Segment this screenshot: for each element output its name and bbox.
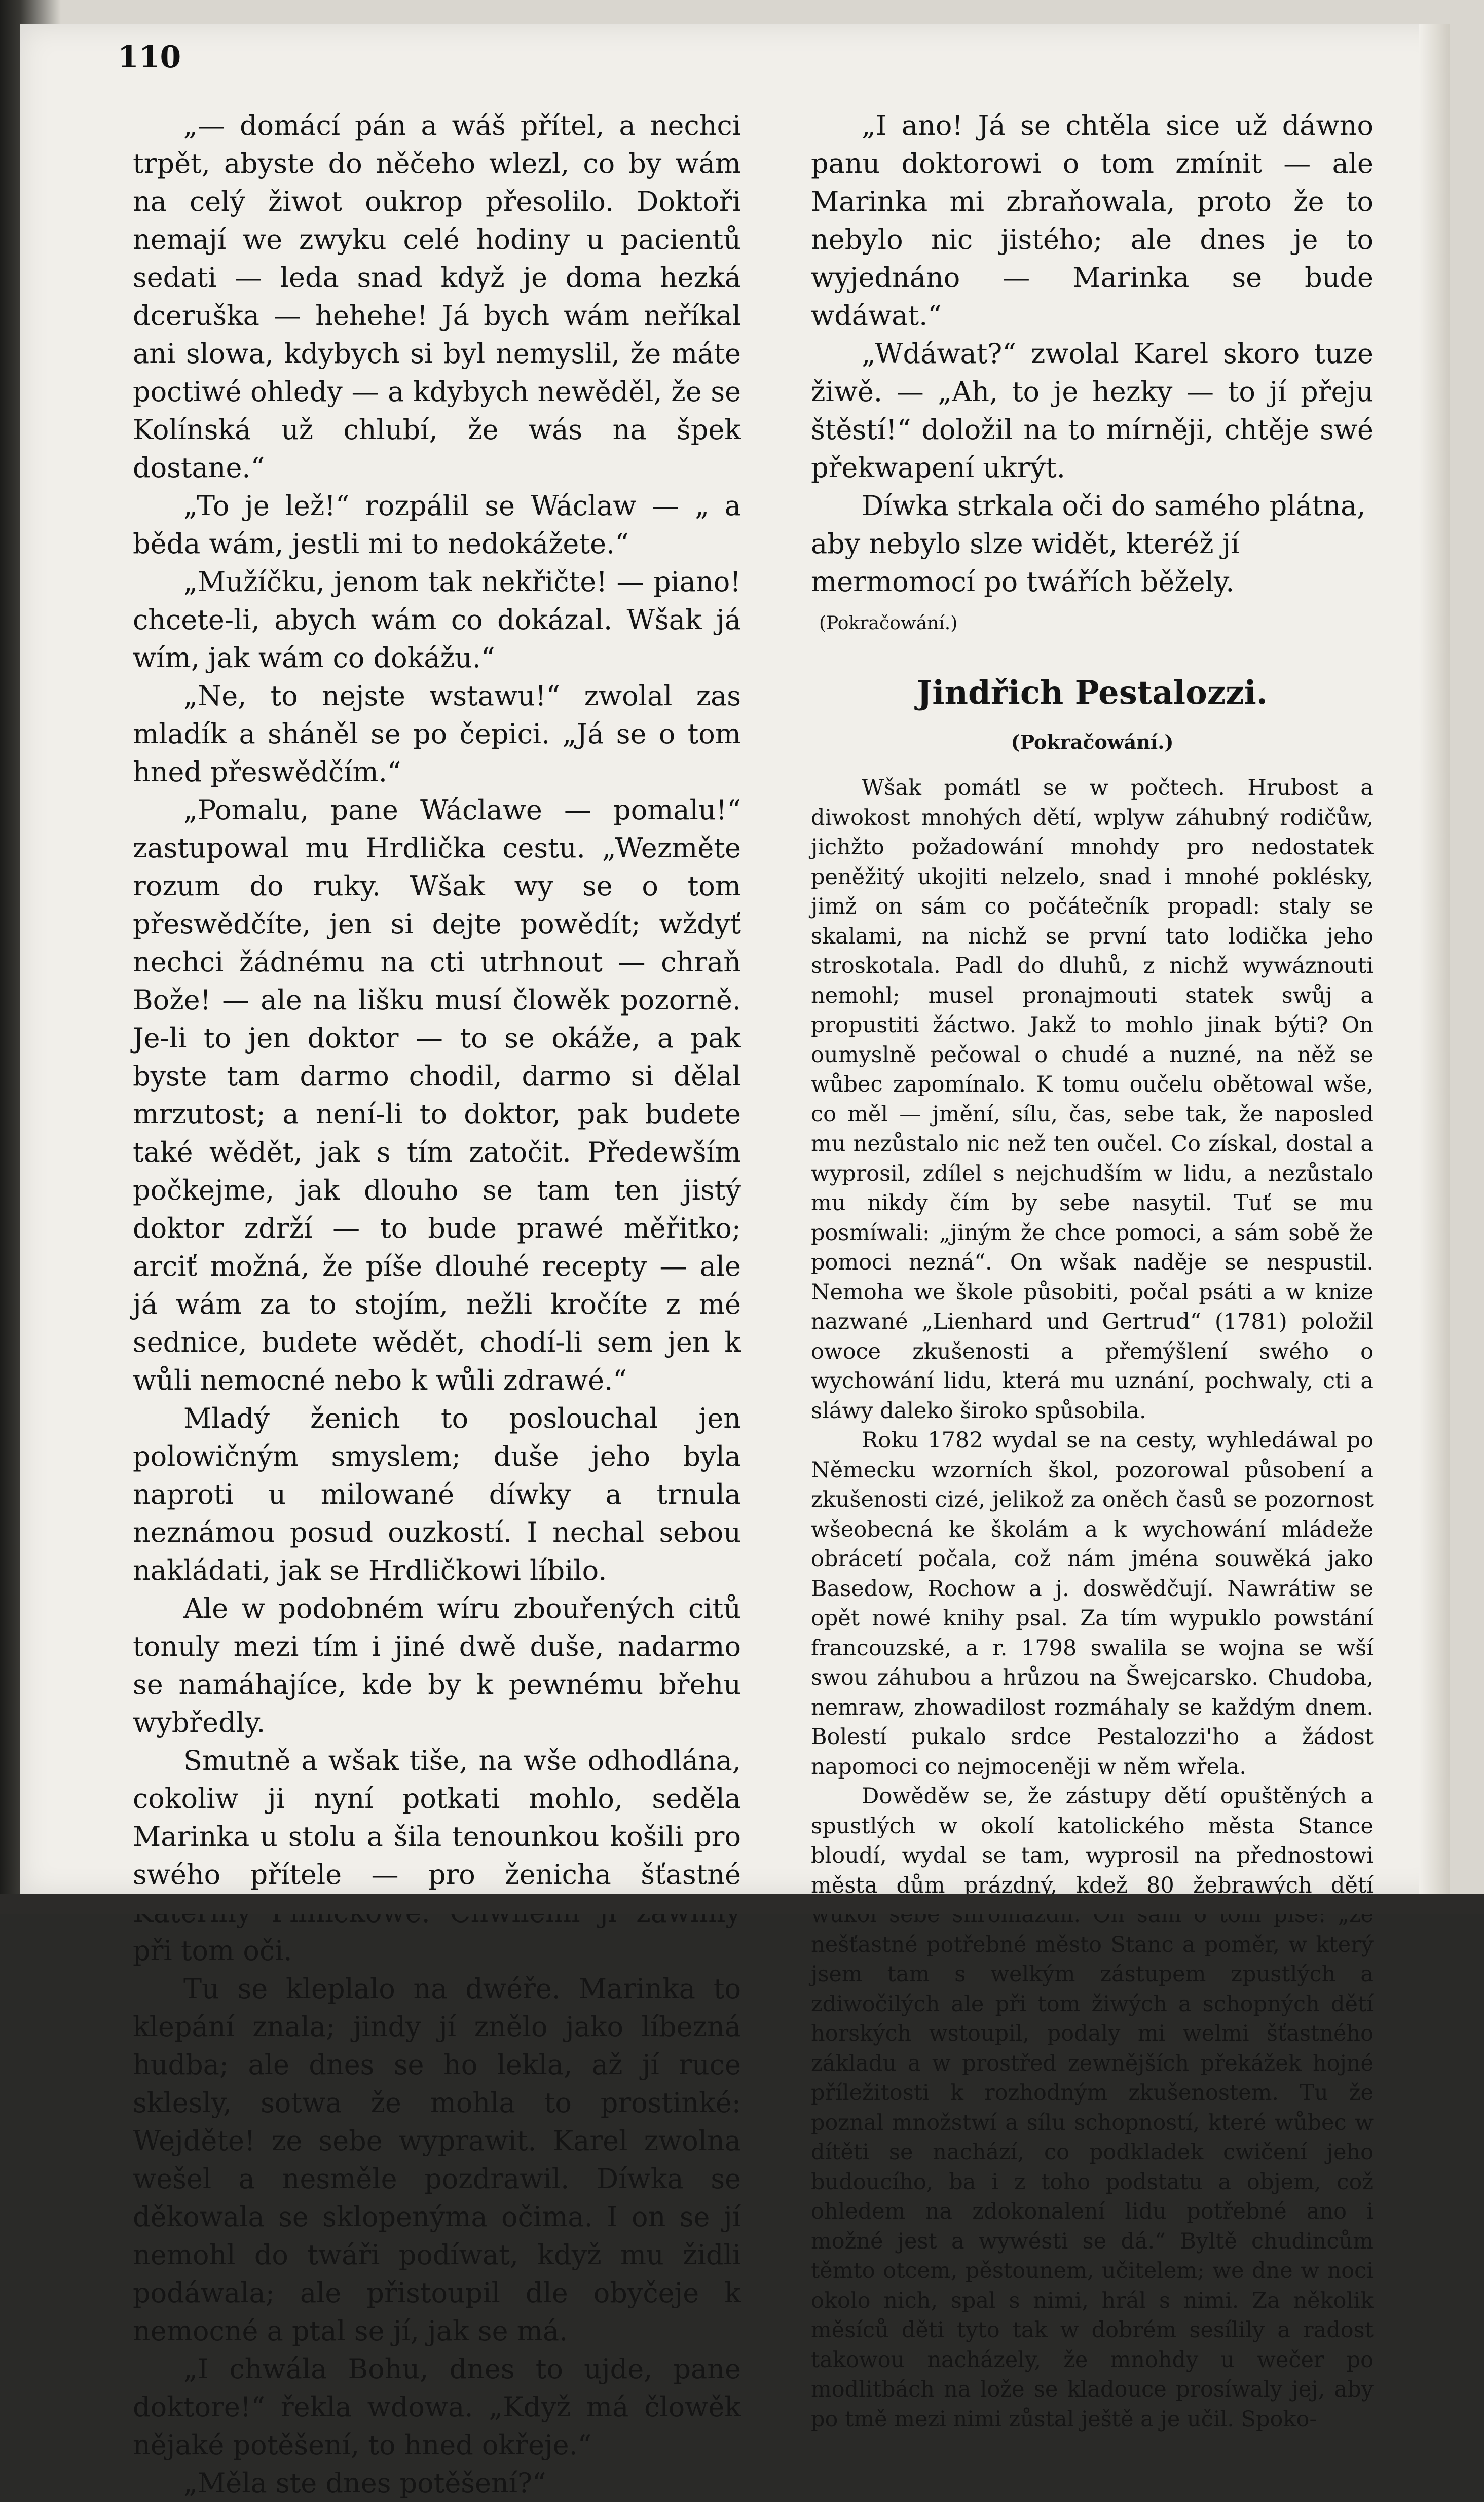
left-paragraph: Mladý ženich to poslouchal jen polowičným smyslem; duše jeho byla naproti u milowané díwky a trnula neznámou posud ouzkostí. I nechal sebou nakládati, jak se Hrdličkowi líbilo. — [133, 1399, 741, 1589]
article-paragraph: Wšak pomátl se w počtech. Hrubost a diwokost mnohých dětí, wplyw záhubný rodičůw, jichžto požadowání mnohdy pro nedostatek peněžitý ukojiti nelzelo, snad i mnohé poklésky, jimž on sám co počátečník propadl: staly se skalami, na nichž se první tato lodička jeho stroskotala. Padl do dluhů, z nichž wywáznouti nemohl; musel pronajmouti statek swůj a propustiti žáctwo. Jakž to mohlo jinak býti? On oumyslně pečowal o chudé a nuzné, na něž se wůbec zapomínalo. K tomu oučelu obětowal wše, co měl — jmění, sílu, čas, sebe tak, že naposled mu nezůstalo nic než ten oučel. Co získal, dostal a wyprosil, zdílel s nejchudším w lidu, a nezůstalo mu nikdy čím by sebe nasytil. Tuť se mu posmíwali: „jiným že chce pomoci, a sám sobě že pomoci nezná“. On wšak naděje se nespustil. Nemoha we škole působiti, počal psáti a w knize nazwané „Lienhard und Gertrud“ (1781) položil owoce zkušenosti a přemýšlení swého o wychowání lidu, která mu uznání, pochwaly, cti a sláwy daleko široko spůsobila. — [811, 773, 1374, 1426]
page-edge — [1419, 24, 1450, 1895]
left-paragraph: „Ne, to nejste wstawu!“ zwolal zas mladík a sháněl se po čepici. „Já se o tom hned přeswědčím.“ — [133, 677, 741, 791]
continuation-note: (Pokračowání.) — [819, 613, 957, 634]
left-paragraph: „Pomalu, pane Wáclawe — pomalu!“ zastupowal mu Hrdlička cestu. „Wezměte rozum do ruky. Wšak wy se o tom přeswědčíte, jen si dejte powědít; wždyť nechci žádnému na cti utrhnout — chraň Bože! — ale na lišku musí člowěk pozorně. Je-li to jen doktor — to se okáže, a pak byste tam darmo chodil, darmo si dělal mrzutost; a není-li to doktor, pak budete také wědět, jak s tím zatočit. Předewším počkejme, jak dlouho se tam ten jistý doktor zdrží — to bude prawé měřitko; arciť možná, že píše dlouhé recepty — ale já wám za to stojím, nežli kročíte z mé sednice, budete wědět, chodí-li sem jen k wůli nemocné nebo k wůli zdrawé.“ — [133, 791, 741, 1399]
scan-bottom-edge — [0, 1894, 1484, 1914]
right-column — [811, 106, 1374, 2434]
left-paragraph: „Mužíčku, jenom tak nekřičte! — piano! chcete-li, abych wám co dokázal. Wšak já wím, jak wám co dokážu.“ — [133, 563, 741, 677]
right-paragraph: „I ano! Já se chtěla sice už dáwno panu doktorowi o tom zmínit — ale Marinka mi zbraňowala, proto že to nebylo nic jistého; ale dnes je to wyjednáno — Marinka se bude wdáwat.“ — [811, 106, 1374, 335]
left-paragraph: „To je lež!“ rozpálil se Wáclaw — „ a běda wám, jestli mi to nedokážete.“ — [133, 487, 741, 563]
right-paragraph: „Wdáwat?“ zwolal Karel skoro tuze žiwě. — „Ah, to je hezky — to jí přeju štěstí!“ doložil na to mírněji, chtěje swé překwapení ukrýt. — [811, 335, 1374, 487]
left-column — [133, 106, 741, 2502]
article-body — [811, 773, 1374, 2434]
page-number: 110 — [118, 40, 181, 75]
right-paragraph-with-note — [811, 487, 1374, 642]
left-paragraph: Tu se kleplalo na dwéře. Marinka to klepání znala; jindy jí znělo jako líbezná hudba; ale dnes se ho lekla, až jí ruce sklesly, sotwa že mohla to prostinké: Wejděte! ze sebe wyprawit. Karel zwolna wešel a nesměle pozdrawil. Díwka se děkowala se sklopenýma očima. I on se jí nemohl do twáři podíwat, když mu židli podáwala; ale přistoupil dle obyčeje k nemocné a ptal se jí, jak se má. — [133, 1970, 741, 2350]
article-subtitle: (Pokračowání.) — [811, 723, 1374, 761]
left-paragraph: „— domácí pán a wáš přítel, a nechci trpět, abyste do něčeho wlezl, co by wám na celý žiwot oukrop přesolilo. Doktoři nemají we zwyku celé hodiny u pacientů sedati — leda snad když je doma hezká dceruška — hehehe! Já bych wám neříkal ani slowa, kdybych si byl nemyslil, že máte poctiwé ohledy — a kdybych newěděl, že se Kolínská už chlubí, že wás na špek dostane.“ — [133, 106, 741, 487]
article-title: Jindřich Pestalozzi. — [811, 674, 1374, 712]
left-paragraph: Smutně a wšak tiše, na wše odhodlána, cokoliw ji nyní potkati mohlo, seděla Marinka u stolu a šila tenounkou košili pro swého přítele — pro ženicha šťastné Kateřiny Pilníčkowé. Chwílemi jí zawlhly při tom oči. — [133, 1742, 741, 1970]
left-paragraph: „I chwála Bohu, dnes to ujde, pane doktore!“ řekla wdowa. „Když má člowěk nějaké potěšení, to hned okřeje.“ — [133, 2350, 741, 2464]
article-paragraph: Roku 1782 wydal se na cesty, wyhledáwal po Německu wzorních škol, pozorowal působení a zkušenosti cizé, jelikož za oněch časů se pozornost wšeobecná ke školám a k wychowání mládeže obrácetí počala, což nám jména souwěká jako Basedow, Rochow a j. doswědčují. Nawrátiw se opět nowé knihy psal. Za tím wypuklo powstání francouzské, a r. 1798 swalila se wojna se wší swou záhubou a hrůzou na Šwejcarsko. Chudoba, nemraw, zhowadilost rozmáhaly se každým dnem. Bolestí pukalo srdce Pestalozzi'ho a žádost napomoci co nejmoceněji w něm wřela. — [811, 1426, 1374, 1782]
left-paragraph — [133, 2464, 741, 2502]
article-paragraph: Dowěděw se, že zástupy dětí opuštěných a spustlých w okolí katolického města Stance bloudí, wydal se tam, wyprosil na přednostowi města dům prázdný, kdež 80 žebrawých dětí wůkol sebe shromáždil. On sám o tom píše: „že nešťastné potřebné město Stanc a poměr, w který jsem tam s welkým zástupem zpustlých a zdiwočilých ale při tom žiwých a schopných dětí horských wstoupil, podaly mi welmi šťastného základu a w prostřed zewnějších překážek hojné příležitosti k rozhodným zkušenostem. Tu že poznal množstwí a sílu schopností, které wůbec w dítěti se nachází, co podkladek cwičení jeho budoucího, ba i z toho podstatu a objem, což ohledem na zdokonalení lidu potřebné ano i možné jest a wywésti se dá.“ Byltě chudincům těmto otcem, pěstounem, učitelem; we dne w noci okolo nich, spal s nimi, hrál s nimi. Za několik měsíců děti tyto tak w dobrém sesílily a radost takowou nacházely, že mnohdy u wečer po modlitbách na lože se kladouce prosíwaly jej, aby po tmě mezi nimi zůstal ještě a je učil. Spoko- — [811, 1782, 1374, 2434]
left-paragraph: Ale w podobném wíru zbouřených citů tonuly mezi tím i jiné dwě duše, nadarmo se namáhajíce, kde by k pewnému břehu wybředly. — [133, 1589, 741, 1742]
right-paragraph: Díwka strkala oči do samého plátna, aby nebylo slze widět, kteréž jí mermomocí po twářích běžely. — [811, 490, 1365, 598]
